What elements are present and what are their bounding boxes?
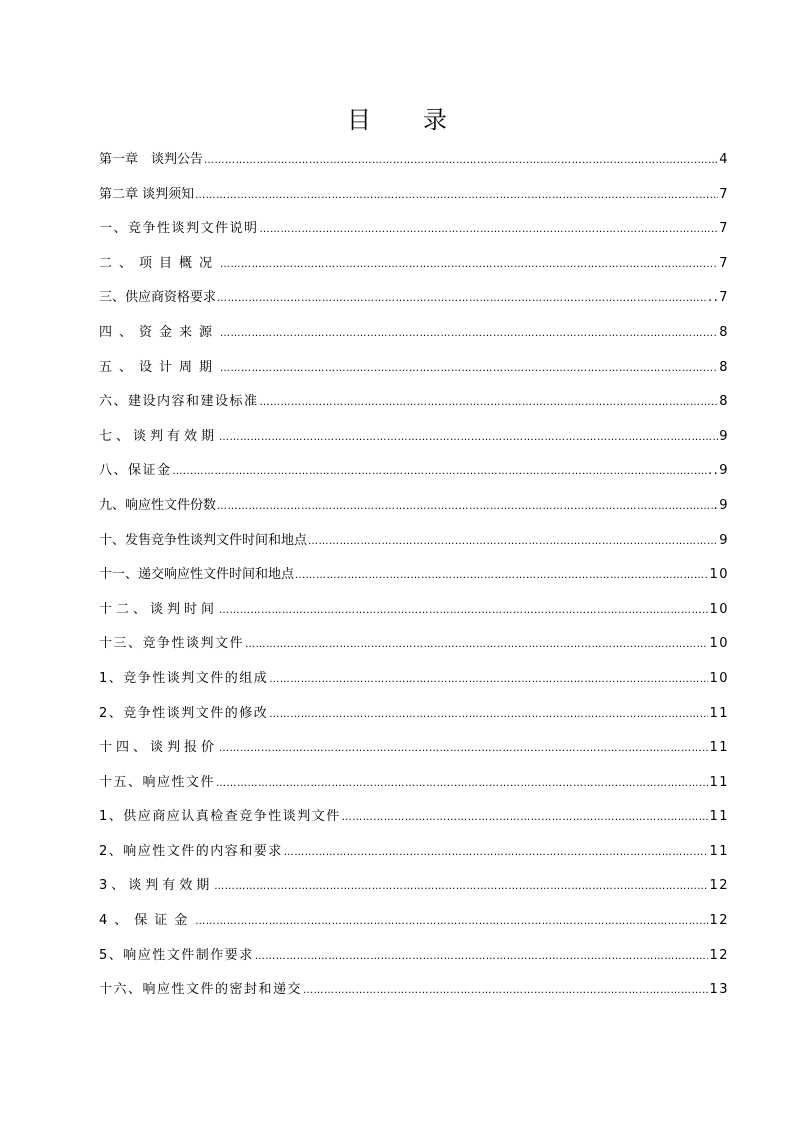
- toc-entry-label: 十六、响应性文件的密封和递交: [99, 982, 303, 998]
- toc-leader-dots: [217, 501, 713, 512]
- toc-entry-label: 十四、谈判报价: [99, 740, 219, 756]
- toc-entry-page: 11: [709, 774, 729, 790]
- toc-entry[interactable]: [99, 494, 729, 529]
- toc-entry[interactable]: [99, 390, 729, 425]
- toc-entry-label: 3、谈判有效期: [99, 878, 214, 894]
- toc-entry-page: 12: [709, 947, 729, 963]
- toc-entry[interactable]: [99, 529, 729, 564]
- toc-entry[interactable]: [99, 459, 729, 494]
- toc-leader-dots: [219, 743, 708, 754]
- toc-entry-label: 第一章 谈判公告: [99, 152, 204, 167]
- toc-entry-page: ..9: [707, 463, 729, 479]
- toc-leader-dots: [295, 570, 708, 581]
- toc-entry-page: .9: [713, 497, 729, 513]
- toc-entry-page: 10: [709, 601, 729, 617]
- toc-leader-dots: [260, 224, 719, 235]
- toc-entry[interactable]: [99, 598, 729, 633]
- toc-entry[interactable]: [99, 356, 729, 391]
- toc-entry-label: 4、保证金: [99, 913, 195, 929]
- toc-entry[interactable]: [99, 321, 729, 356]
- toc-leader-dots: [303, 985, 708, 996]
- toc-entry-label: 十、发售竞争性谈判文件时间和地点: [99, 532, 308, 548]
- toc-leader-dots: [255, 951, 709, 962]
- toc-entry[interactable]: [99, 874, 729, 909]
- toc-entry-label: 二、项目概况: [99, 255, 220, 271]
- toc-leader-dots: [216, 778, 708, 789]
- toc-entry-page: 9: [719, 532, 729, 548]
- toc-leader-dots: [220, 259, 718, 270]
- toc-entry[interactable]: [99, 217, 729, 252]
- toc-leader-dots: [195, 190, 718, 201]
- toc-leader-dots: [245, 639, 708, 650]
- toc-entry[interactable]: [99, 771, 729, 806]
- toc-entry-page: 4: [719, 152, 729, 167]
- toc-title: [0, 100, 794, 135]
- toc-entry-page: 7: [719, 186, 729, 202]
- toc-entry-page: 10: [709, 636, 729, 652]
- toc-entry-page: 11: [709, 740, 729, 756]
- toc-entry-page: 9: [719, 428, 729, 444]
- toc-entry[interactable]: [99, 978, 729, 1013]
- toc-leader-dots: [269, 709, 708, 720]
- toc-entry-page: 10: [709, 670, 729, 686]
- toc-leader-dots: [214, 881, 708, 892]
- toc-entry-page: 7: [719, 255, 729, 271]
- toc-leader-dots: [220, 328, 718, 339]
- toc-entry[interactable]: [99, 736, 729, 771]
- toc-leader-dots: [342, 812, 709, 823]
- toc-entry-label: 六、建设内容和建设标准: [99, 394, 259, 410]
- toc-entry-label: 十三、竞争性谈判文件: [99, 636, 245, 652]
- toc-leader-dots: [269, 674, 708, 685]
- toc-entry-label: 十一、递交响应性文件时间和地点: [99, 567, 295, 583]
- toc-entry[interactable]: [99, 632, 729, 667]
- toc-entry-page: 11: [709, 705, 729, 721]
- toc-entry-label: 2、响应性文件的内容和要求: [99, 843, 283, 859]
- toc-entry[interactable]: [99, 702, 729, 737]
- toc-entry-label: 十五、响应性文件: [99, 774, 216, 790]
- toc-entry[interactable]: [99, 425, 729, 460]
- toc-leader-dots: [195, 916, 708, 927]
- toc-leader-dots: [260, 397, 719, 408]
- toc-entry-label: 5、响应性文件制作要求: [99, 947, 254, 963]
- toc-entry-page: 8: [719, 324, 729, 340]
- toc-entry[interactable]: [99, 286, 729, 321]
- toc-entry-page: ..7: [707, 290, 729, 306]
- toc-entry-page: 10: [709, 567, 729, 583]
- toc-entry-label: 十二、谈判时间: [99, 601, 219, 617]
- toc-entry-label: 1、竞争性谈判文件的组成: [99, 670, 269, 686]
- toc-entry-label: 九、响应性文件份数: [99, 497, 217, 513]
- toc-entry[interactable]: [99, 805, 729, 840]
- toc-entry-label: 三、供应商资格要求: [99, 290, 217, 306]
- toc-leader-dots: [220, 363, 718, 374]
- toc-entry-page: 12: [709, 913, 729, 929]
- toc-entry[interactable]: [99, 252, 729, 287]
- toc-entry[interactable]: [99, 148, 729, 183]
- toc-entry-label: 五、设计周期: [99, 359, 220, 375]
- toc-entry[interactable]: [99, 183, 729, 218]
- toc-entry-label: 2、竞争性谈判文件的修改: [99, 705, 269, 721]
- toc-entry-label: 1、供应商应认真检查竞争性谈判文件: [99, 809, 341, 825]
- toc-entry-label: 四、资金来源: [99, 324, 220, 340]
- toc-entry-page: 7: [719, 221, 729, 237]
- toc-entry-page: 13: [709, 982, 729, 998]
- toc-leader-dots: [308, 536, 718, 547]
- toc-leader-dots: [173, 466, 707, 477]
- toc-entry[interactable]: [99, 667, 729, 702]
- toc-leader-dots: [219, 605, 708, 616]
- toc-entry-page: 12: [709, 878, 729, 894]
- toc-leader-dots: [204, 155, 718, 166]
- toc-title-left: 目: [347, 106, 371, 134]
- toc-entry[interactable]: [99, 563, 729, 598]
- toc-entry-page: 11: [709, 843, 729, 859]
- toc-entry-label: 第二章 谈判须知: [99, 186, 195, 202]
- toc-entry-label: 八、保证金: [99, 463, 172, 479]
- toc-entry[interactable]: [99, 944, 729, 979]
- toc-title-right: 录: [423, 106, 447, 134]
- toc-leader-dots: [219, 432, 718, 443]
- toc-leader-dots: [217, 293, 707, 304]
- toc-entry-label: 一、竞争性谈判文件说明: [99, 221, 259, 237]
- toc-entry-page: 8: [719, 359, 729, 375]
- toc-entry-page: 8: [719, 394, 729, 410]
- toc-entry-page: 11: [709, 809, 729, 825]
- toc-entry[interactable]: [99, 909, 729, 944]
- table-of-contents: [99, 148, 729, 1013]
- toc-entry-label: 七、谈判有效期: [99, 428, 219, 444]
- toc-entry[interactable]: [99, 840, 729, 875]
- toc-leader-dots: [284, 847, 709, 858]
